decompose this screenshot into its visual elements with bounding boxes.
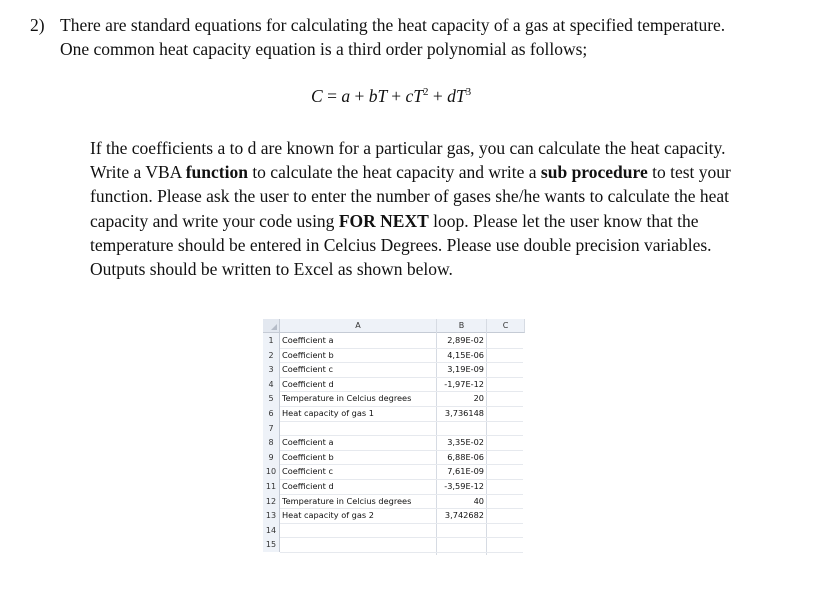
cell-b[interactable] bbox=[437, 537, 486, 553]
formula-plus: + bbox=[391, 86, 402, 106]
row-header[interactable]: 14 bbox=[263, 523, 280, 538]
formula-equals: = bbox=[327, 86, 337, 106]
formula-plus: + bbox=[354, 86, 365, 106]
row-header[interactable]: 3 bbox=[263, 362, 280, 377]
select-all-corner[interactable] bbox=[263, 319, 280, 333]
formula-term-b: bT bbox=[368, 86, 387, 106]
row-header[interactable]: 15 bbox=[263, 537, 280, 552]
row-header[interactable]: 9 bbox=[263, 450, 280, 465]
cell-a[interactable]: Heat capacity of gas 2 bbox=[280, 508, 437, 524]
cell-b[interactable]: -3,59E-12 bbox=[437, 479, 486, 495]
cell-b[interactable]: 7,61E-09 bbox=[437, 464, 486, 480]
cell-c[interactable] bbox=[486, 391, 523, 407]
cell-a[interactable]: Coefficient c bbox=[280, 464, 437, 480]
cell-a[interactable]: Coefficient a bbox=[280, 333, 437, 349]
cell-c[interactable] bbox=[486, 362, 523, 378]
cell-c[interactable] bbox=[486, 377, 523, 393]
cell-b[interactable] bbox=[437, 523, 486, 539]
paragraph-line: If the coefficients a to d are known for a particular gas, you can calculate the heat capacity. bbox=[90, 138, 726, 158]
column-header-b[interactable]: B bbox=[437, 319, 487, 333]
row-header[interactable]: 10 bbox=[263, 464, 280, 479]
cell-a[interactable]: Coefficient b bbox=[280, 348, 437, 364]
row-header[interactable]: 8 bbox=[263, 435, 280, 450]
formula-plus: + bbox=[432, 86, 443, 106]
intro-line-1: There are standard equations for calculating the heat capacity of a gas at specified temperature. bbox=[60, 15, 726, 35]
cell-c[interactable] bbox=[486, 537, 523, 553]
excel-sheet bbox=[263, 319, 525, 555]
row-header[interactable]: 11 bbox=[263, 479, 280, 494]
formula-exponent: 3 bbox=[465, 86, 472, 99]
row-header[interactable]: 6 bbox=[263, 406, 280, 421]
cell-a[interactable] bbox=[280, 523, 437, 539]
cell-c[interactable] bbox=[486, 523, 523, 539]
cell-b[interactable]: 4,15E-06 bbox=[437, 348, 486, 364]
formula-exponent: 2 bbox=[422, 86, 429, 99]
cell-b[interactable]: 20 bbox=[437, 391, 486, 407]
intro-line-2: One common heat capacity equation is a third order polynomial as follows; bbox=[60, 39, 588, 59]
cell-c[interactable] bbox=[486, 348, 523, 364]
cell-b[interactable]: 6,88E-06 bbox=[437, 450, 486, 466]
bold-term-sub-procedure: sub procedure bbox=[540, 162, 648, 183]
text-run: capacity and write your code using bbox=[90, 210, 339, 231]
cell-b[interactable]: 3,35E-02 bbox=[437, 435, 486, 451]
row-header[interactable]: 1 bbox=[263, 333, 280, 348]
paragraph-line: function. Please ask the user to enter the number of gases she/he wants to calculate the heat bbox=[90, 186, 730, 207]
formula-term-c: cT bbox=[405, 86, 423, 106]
cell-a[interactable]: Temperature in Celcius degrees bbox=[280, 494, 437, 510]
cell-c[interactable] bbox=[486, 464, 523, 480]
cell-b[interactable] bbox=[437, 421, 486, 437]
question-number: 2) bbox=[30, 15, 45, 35]
text-run: to calculate the heat capacity and write a bbox=[247, 162, 541, 183]
cell-b[interactable]: 3,742682 bbox=[437, 508, 486, 524]
cell-a[interactable]: Coefficient b bbox=[280, 450, 437, 466]
row-header[interactable]: 7 bbox=[263, 421, 280, 436]
text-run: loop. Please let the user know that the bbox=[428, 210, 699, 231]
formula-lhs: C bbox=[311, 86, 323, 106]
paragraph-line: temperature should be entered in Celcius Degrees. Please use double precision variables. bbox=[90, 234, 712, 255]
cell-a[interactable]: Coefficient a bbox=[280, 435, 437, 451]
cell-a[interactable] bbox=[280, 421, 437, 437]
text-run: to test your bbox=[647, 162, 731, 183]
heat-capacity-formula bbox=[311, 86, 471, 107]
cell-b[interactable]: 3,19E-09 bbox=[437, 362, 486, 378]
cell-a[interactable]: Coefficient d bbox=[280, 377, 437, 393]
row-header[interactable]: 13 bbox=[263, 508, 280, 523]
formula-term-a: a bbox=[341, 86, 351, 106]
cell-c[interactable] bbox=[486, 494, 523, 510]
cell-c[interactable] bbox=[486, 479, 523, 495]
row-header[interactable]: 12 bbox=[263, 494, 280, 509]
cell-b[interactable]: -1,97E-12 bbox=[437, 377, 486, 393]
instructions-paragraph bbox=[90, 136, 780, 281]
cell-a[interactable]: Coefficient c bbox=[280, 362, 437, 378]
paragraph-line bbox=[90, 209, 780, 233]
bold-term-for-next: FOR NEXT bbox=[338, 210, 429, 231]
row-header[interactable]: 4 bbox=[263, 377, 280, 392]
cell-b[interactable]: 3,736148 bbox=[437, 406, 486, 422]
cell-b[interactable]: 40 bbox=[437, 494, 486, 510]
row-header[interactable]: 5 bbox=[263, 391, 280, 406]
column-header-a[interactable]: A bbox=[280, 319, 437, 333]
row-header[interactable]: 2 bbox=[263, 348, 280, 363]
cell-c[interactable] bbox=[486, 333, 523, 349]
text-run: Write a VBA bbox=[90, 162, 186, 183]
formula-term-d: dT bbox=[447, 86, 466, 106]
cell-c[interactable] bbox=[486, 450, 523, 466]
cell-a[interactable]: Temperature in Celcius degrees bbox=[280, 391, 437, 407]
cell-c[interactable] bbox=[486, 421, 523, 437]
column-header-c[interactable]: C bbox=[487, 319, 525, 333]
cell-c[interactable] bbox=[486, 508, 523, 524]
bold-term-function: function bbox=[185, 162, 248, 183]
cell-c[interactable] bbox=[486, 406, 523, 422]
cell-a[interactable]: Coefficient d bbox=[280, 479, 437, 495]
cell-a[interactable] bbox=[280, 537, 437, 553]
cell-c[interactable] bbox=[486, 435, 523, 451]
cell-b[interactable]: 2,89E-02 bbox=[437, 333, 486, 349]
paragraph-line bbox=[90, 160, 780, 184]
cell-a[interactable]: Heat capacity of gas 1 bbox=[280, 406, 437, 422]
paragraph-line: Outputs should be written to Excel as shown below. bbox=[90, 259, 453, 280]
